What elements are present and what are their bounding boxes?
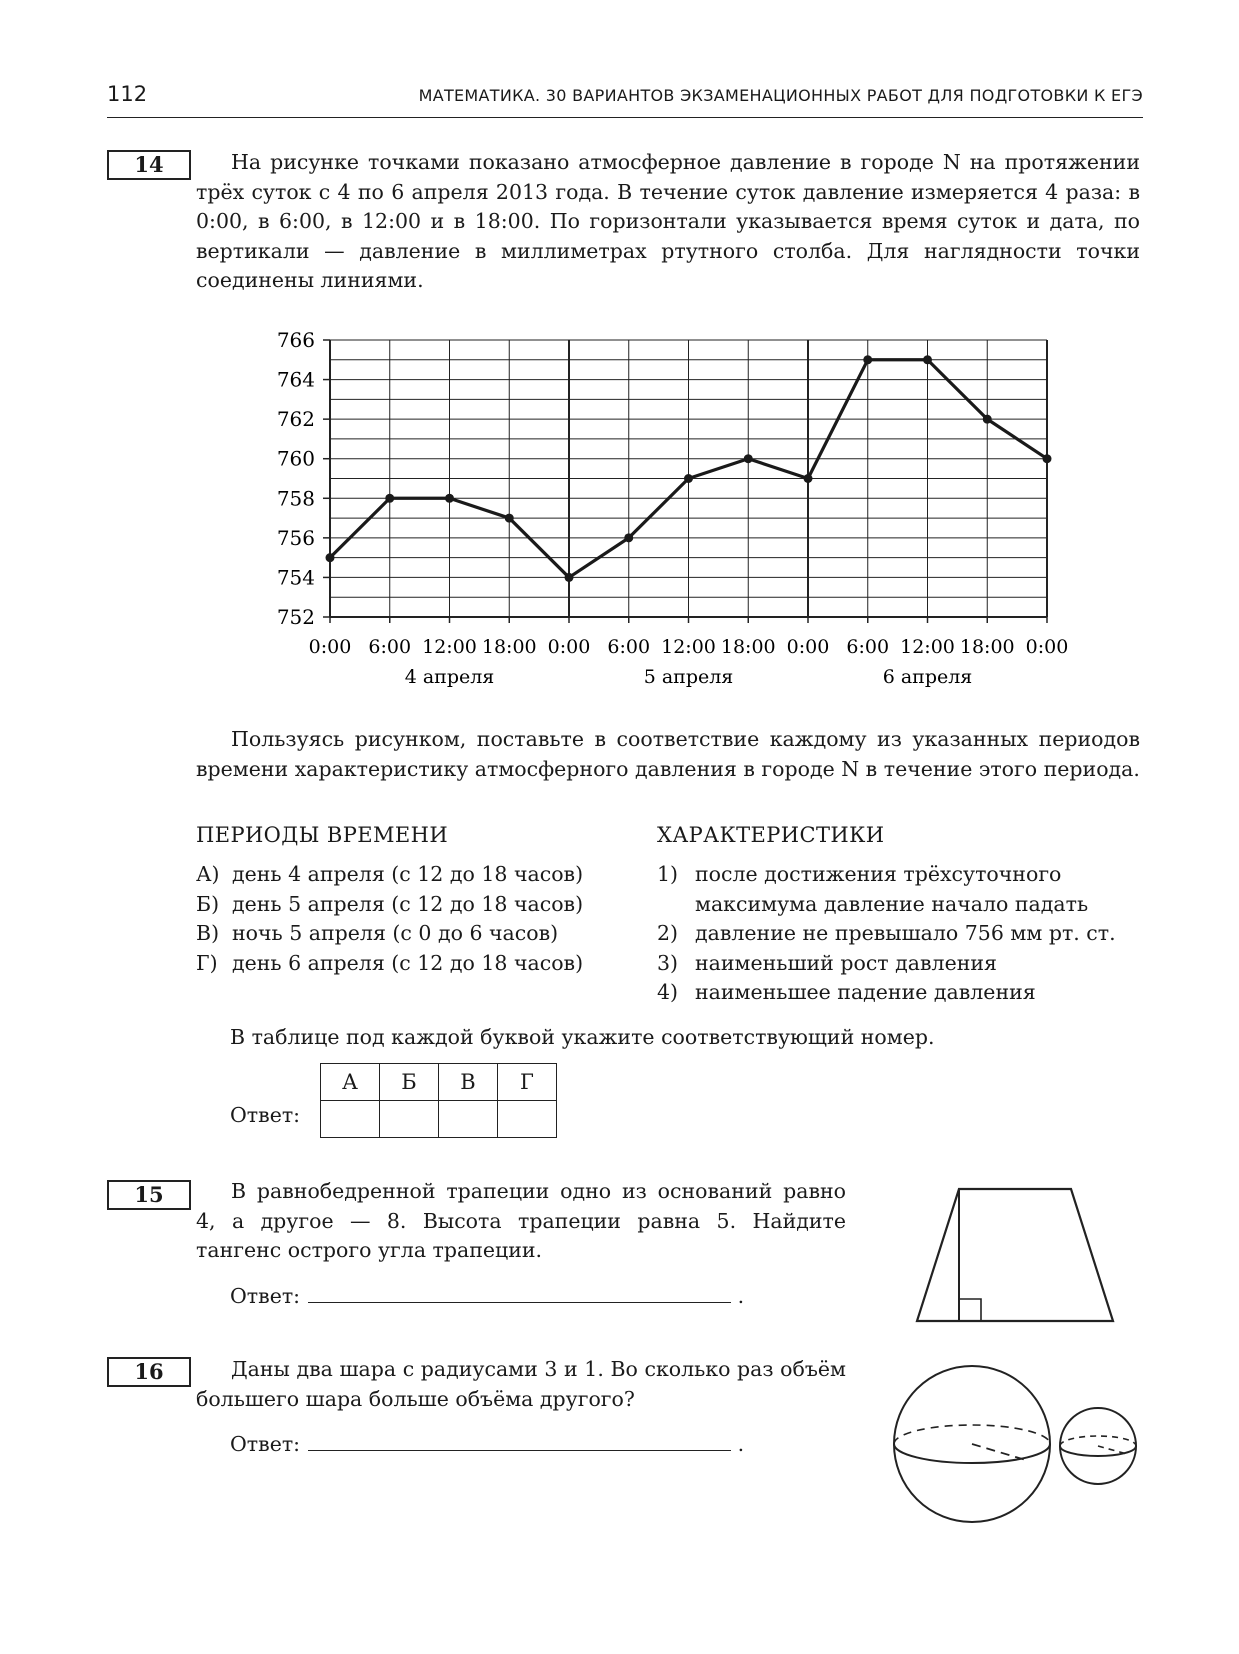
x-tick-label: 6:00 <box>368 636 412 658</box>
task-15-answer: Ответ: . <box>230 1280 744 1312</box>
spheres-figure <box>885 1360 1145 1530</box>
task-14-number: 14 <box>107 150 191 180</box>
answer-cell-b[interactable] <box>380 1101 439 1138</box>
header-rule <box>107 117 1143 118</box>
period-item-g: Г) день 6 апреля (с 12 до 18 часов) <box>196 950 584 975</box>
y-axis-labels <box>277 328 315 629</box>
x-tick-label: 6:00 <box>846 636 890 658</box>
data-point <box>624 533 633 542</box>
periods-list <box>196 860 583 978</box>
x-tick-label: 18:00 <box>720 636 776 658</box>
answer-cell-a[interactable] <box>321 1101 380 1138</box>
period-item-a: А) день 4 апреля (с 12 до 18 часов) <box>196 862 584 886</box>
task-14-instruction: Пользуясь рисунком, поставьте в соответствие каждому из указанных периодов времени характеристику атмосферного давления в городе N в течение этого периода. <box>196 727 1140 781</box>
y-tick-label: 756 <box>276 525 315 550</box>
features-list <box>657 860 1116 1008</box>
x-tick-label: 0:00 <box>786 636 830 658</box>
trapezoid-figure <box>905 1185 1125 1330</box>
task-14-statement: На рисунке точками показано атмосферное давление в городе N на протяжении трёх суток с 4 по 6 апреля 2013 года. В течение суток давление измеряется 4 раза: в 0:00, в 6:00, в 12:00 и в 18:00. По горизонтали указывается время суток и дата, по вертикали — давление в миллиметрах ртутного столба. Для наглядности точки соединены линиями. <box>196 150 1140 292</box>
data-point <box>385 494 394 503</box>
small-sphere <box>1060 1408 1136 1484</box>
y-tick-label: 766 <box>276 328 315 352</box>
features-heading: ХАРАКТЕРИСТИКИ <box>657 823 885 847</box>
task-16-number: 16 <box>107 1357 191 1387</box>
large-sphere <box>894 1366 1050 1522</box>
table-instruction: В таблице под каждой буквой укажите соответствующий номер. <box>230 1025 935 1049</box>
feature-item-4: 4) наименьшее падение давления <box>657 980 1036 1004</box>
data-point <box>684 474 693 483</box>
table-letter-v: В <box>439 1064 498 1101</box>
answer-line-15[interactable] <box>308 1280 731 1303</box>
answer-cell-g[interactable] <box>498 1101 557 1138</box>
x-tick-label: 12:00 <box>900 636 955 658</box>
task-15-number: 15 <box>107 1180 191 1210</box>
task-16-answer: Ответ: . <box>230 1428 744 1460</box>
x-axis-labels <box>309 636 1069 658</box>
pressure-chart <box>250 320 1080 690</box>
data-point <box>744 454 753 463</box>
data-point <box>983 415 992 424</box>
x-tick-label: 12:00 <box>661 636 716 658</box>
y-tick-label: 760 <box>276 446 315 471</box>
y-tick-label: 762 <box>276 407 315 432</box>
right-angle-mark <box>959 1299 981 1321</box>
data-point <box>863 355 872 364</box>
feature-item-2: 2) давление не превышало 756 мм рт. ст. <box>657 921 1116 945</box>
answer-label-14: Ответ: <box>230 1103 301 1127</box>
running-title: МАТЕМАТИКА. 30 ВАРИАНТОВ ЭКЗАМЕНАЦИОННЫХ РАБОТ ДЛЯ ПОДГОТОВКИ К ЕГЭ <box>418 86 1143 105</box>
feature-item-1-cont: максимума давление начало падать <box>695 891 1089 916</box>
task-15-statement: В равнобедренной трапеции одно из оснований равно 4, а другое — 8. Высота трапеции равна 5. Найдите тангенс острого угла трапеции. <box>196 1179 846 1262</box>
trapezoid-shape <box>917 1189 1113 1321</box>
x-tick-label: 12:00 <box>422 636 477 658</box>
page-number: 112 <box>107 82 148 106</box>
y-tick-label: 758 <box>276 486 315 511</box>
x-tick-label: 18:00 <box>959 636 1015 658</box>
periods-heading: ПЕРИОДЫ ВРЕМЕНИ <box>196 823 449 847</box>
day-labels <box>405 666 973 688</box>
period-item-v: В) ночь 5 апреля (с 0 до 6 часов) <box>196 921 559 945</box>
x-tick-label: 0:00 <box>547 636 591 658</box>
day-label: 4 апреля <box>404 666 495 688</box>
data-point <box>326 553 335 562</box>
period-item-b: Б) день 5 апреля (с 12 до 18 часов) <box>196 891 584 916</box>
data-point <box>923 355 932 364</box>
feature-item-3: 3) наименьший рост давления <box>657 950 997 975</box>
data-point <box>804 474 813 483</box>
data-point <box>565 573 574 582</box>
table-letter-b: Б <box>380 1064 439 1101</box>
data-point <box>1043 454 1052 463</box>
day-label: 5 апреля <box>643 666 734 688</box>
y-tick-label: 752 <box>276 605 315 629</box>
data-point <box>445 494 454 503</box>
data-point <box>505 514 514 523</box>
y-tick-label: 754 <box>276 565 315 590</box>
answer-table-14 <box>320 1063 557 1138</box>
table-letter-g: Г <box>498 1064 557 1101</box>
table-letter-a: А <box>321 1064 380 1101</box>
answer-cell-v[interactable] <box>439 1101 498 1138</box>
feature-item-1: 1) после достижения трёхсуточного <box>657 862 1062 886</box>
y-tick-label: 764 <box>276 367 315 392</box>
x-tick-label: 0:00 <box>308 636 352 658</box>
task-16-statement: Даны два шара с радиусами 3 и 1. Во сколько раз объём большего шара больше объёма другого? <box>196 1357 846 1411</box>
x-tick-label: 18:00 <box>481 636 537 658</box>
x-tick-label: 6:00 <box>607 636 651 658</box>
answer-line-16[interactable] <box>308 1428 731 1451</box>
x-tick-label: 0:00 <box>1025 636 1069 658</box>
day-label: 6 апреля <box>882 666 973 688</box>
